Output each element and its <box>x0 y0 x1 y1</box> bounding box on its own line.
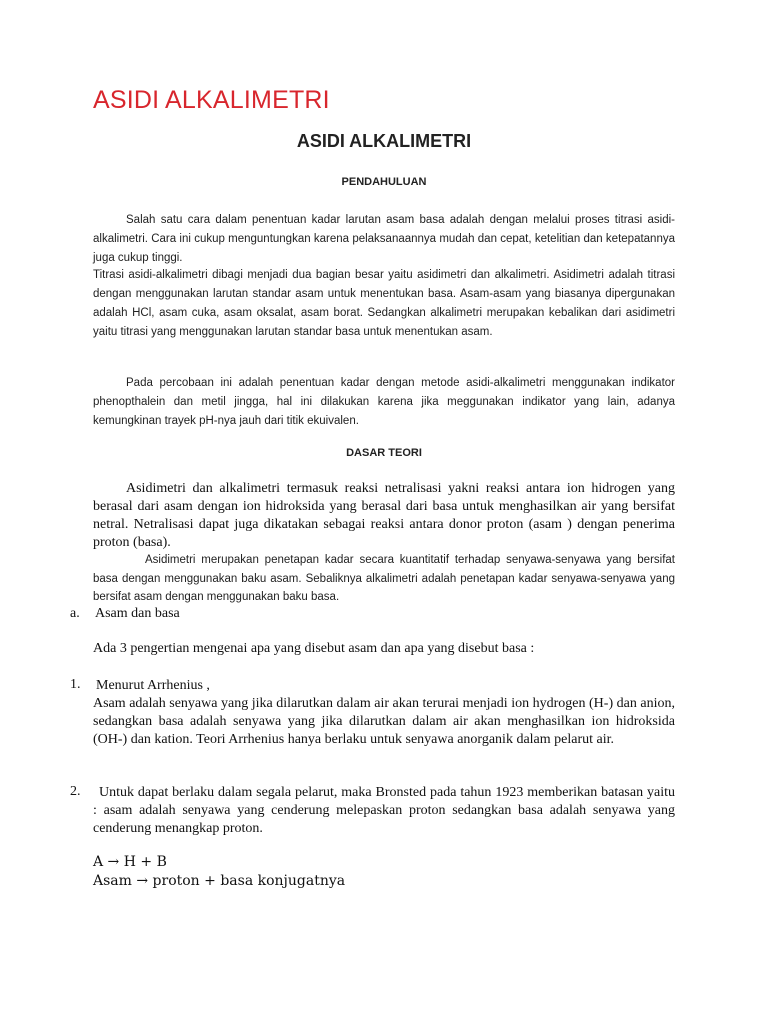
list-marker-1: 1. <box>70 677 81 692</box>
equation-reaction: A → H + B <box>93 854 167 870</box>
list-marker-a: a. <box>70 606 80 621</box>
section-heading-dasar-teori: DASAR TEORI <box>346 447 422 459</box>
section-heading-pendahuluan: PENDAHULUAN <box>341 176 427 188</box>
paragraph-dasar-teori-1: Asidimetri dan alkalimetri termasuk reaksi netralisasi yakni reaksi antara ion hidrogen yang berasal dari asam dengan ion hidroksida yang berasal dari basa untuk menghasilkan air yang bersifat netral. Netralisasi dapat juga dikatakan sebagai reaksi antara donor proton (asam ) dengan penerima proton (basa). <box>93 481 675 550</box>
list-item-a-title: Asam dan basa <box>95 606 180 621</box>
list-item-1-body: Asam adalah senyawa yang jika dilarutkan dalam air akan terurai menjadi ion hydrogen (H-) dan anion, sedangkan basa adalah senyawa yang jika dilarutkan dalam air akan menghasilkan ion hidroksida (OH-) dan kation. Teori Arrhenius hanya berlaku untuk senyawa anorganik dalam pelarut air. <box>93 696 675 747</box>
document-title: ASIDI ALKALIMETRI <box>93 86 330 114</box>
paragraph-intro-definitions: Ada 3 pengertian mengenai apa yang disebut asam dan apa yang disebut basa : <box>93 641 535 656</box>
list-item-a <box>70 606 180 622</box>
list-item-1-title: Menurut Arrhenius , <box>96 678 210 693</box>
paragraph-pendahuluan-3: Pada percobaan ini adalah penentuan kadar dengan metode asidi-alkalimetri menggunakan indikator phenopthalein dan metil jingga, hal ini dilakukan karena jika meggunakan indikator yang lain, adanya kemungkinan trayek pH-nya jauh dari titik ekuivalen. <box>93 377 675 427</box>
paragraph-dasar-teori-2: Asidimetri merupakan penetapan kadar secara kuantitatif terhadap senyawa-senyawa yang bersifat basa dengan menggunakan baku asam. Sebaliknya alkalimetri adalah penetapan kadar senyawa-senyawa yang bersifat asam dengan menggunakan baku basa. <box>93 554 675 603</box>
equation-description: Asam → proton + basa konjugatnya <box>93 873 346 889</box>
paragraph-pendahuluan-2: Titrasi asidi-alkalimetri dibagi menjadi dua bagian besar yaitu asidimetri dan alkalimetri. Asidimetri adalah titrasi dengan menggunakan larutan standar asam untuk menentukan basa. Asam-asam yang biasanya dipergunakan adalah HCl, asam cuka, asam oksalat, asam borat. Sedangkan alkalimetri merupakan kebalikan dari asidimetri yaitu titrasi yang menggunakan larutan standar basa untuk menentukan asam. <box>93 269 675 338</box>
page-title: ASIDI ALKALIMETRI <box>296 131 472 151</box>
paragraph-pendahuluan-1: Salah satu cara dalam penentuan kadar larutan asam basa adalah dengan melalui proses titrasi asidi-alkalimetri. Cara ini cukup menguntungkan karena pelaksanaannya mudah dan cepat, ketelitian dan ketepatannya juga cukup tinggi. <box>93 214 675 264</box>
list-marker-2: 2. <box>70 784 81 799</box>
list-item-2-body: Untuk dapat berlaku dalam segala pelarut, maka Bronsted pada tahun 1923 memberikan batasan yaitu : asam adalah senyawa yang cenderung melepaskan proton sedangkan basa adalah senyawa yang cenderung menangkap proton. <box>93 785 675 836</box>
